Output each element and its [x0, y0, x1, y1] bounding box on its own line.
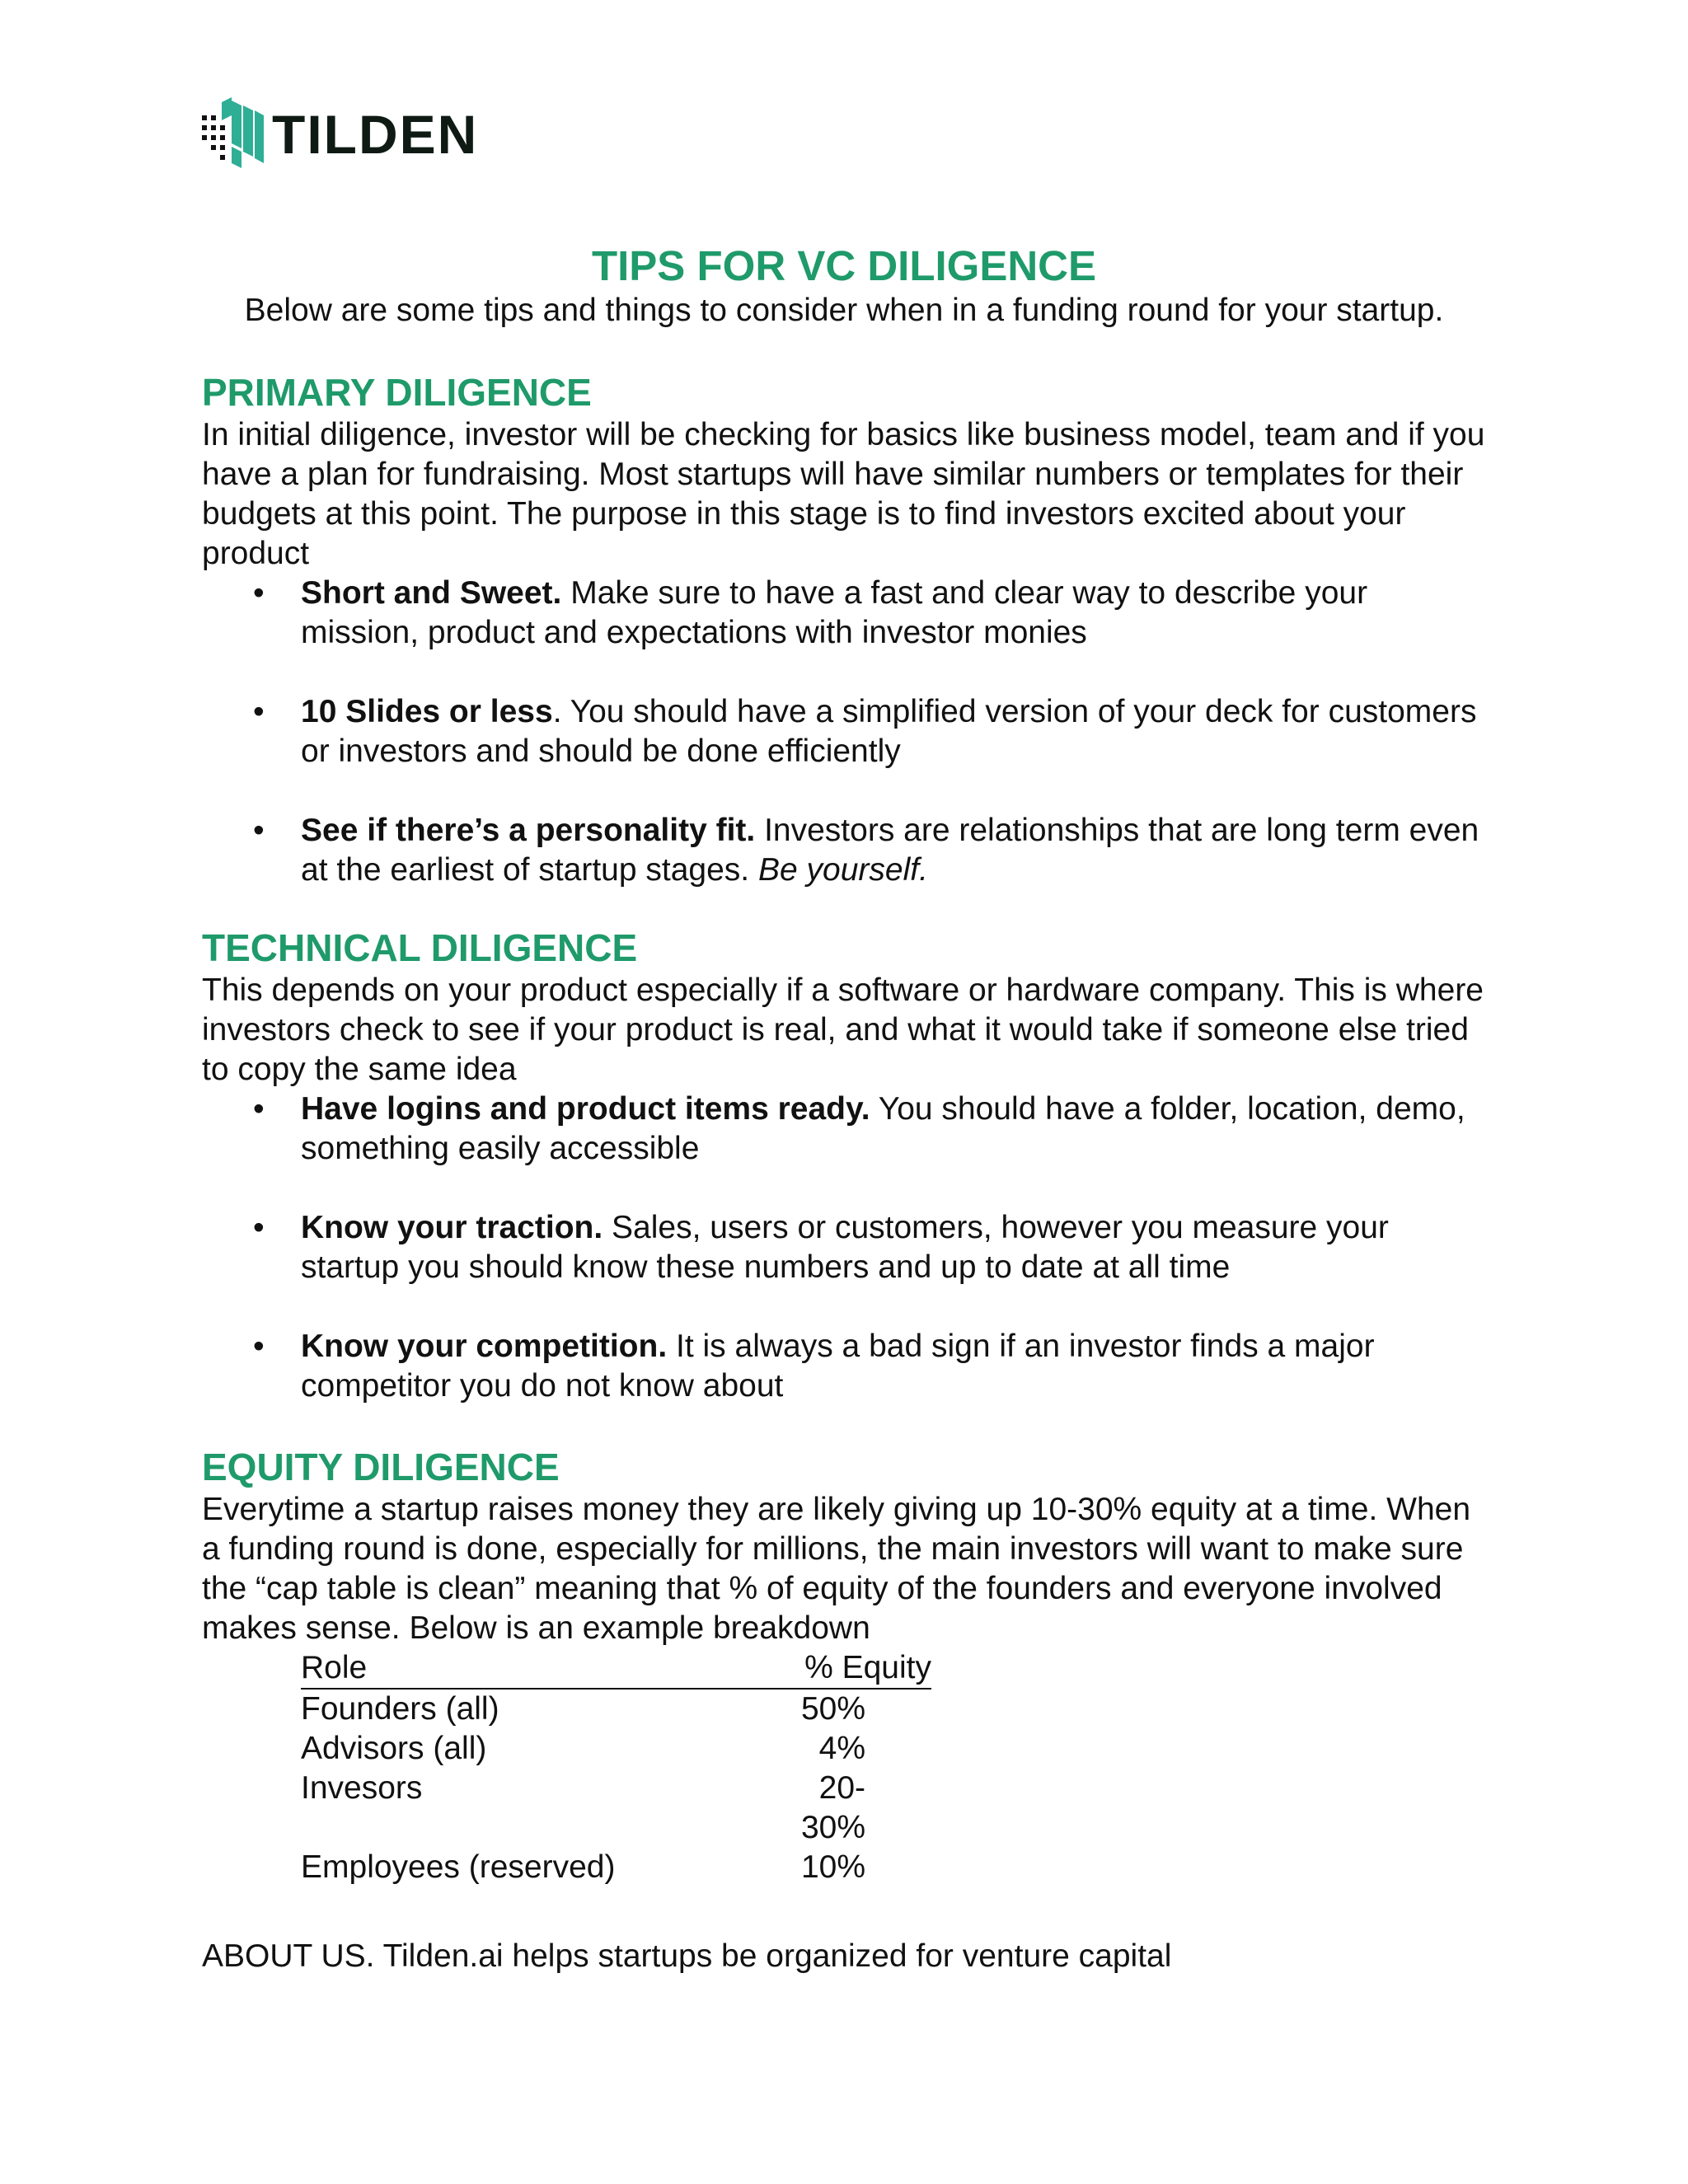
tip-lead: See if there’s a personality fit.	[301, 813, 756, 848]
bullet-icon: •	[253, 694, 265, 729]
primary-tips-list	[202, 574, 1488, 890]
tip-text: You should have a folder, location, demo, something easily accessible	[301, 1091, 1465, 1166]
bullet-icon: •	[253, 1329, 265, 1364]
page-title: TIPS FOR VC DILIGENCE	[591, 242, 1097, 289]
tip-text: Make sure to have a fast and clear way to describe your mission, product and expectations with investor monies	[301, 575, 1368, 650]
tip-text: Sales, users or customers, however you measure your startup you should know these numbers and up to date at all time	[301, 1210, 1389, 1285]
bullet-icon: •	[253, 813, 265, 848]
tilden-logo	[202, 97, 478, 171]
tip-lead: Know your competition.	[301, 1329, 668, 1364]
list-item	[202, 1090, 1488, 1169]
col-role-header: Role	[301, 1650, 368, 1685]
bullet-icon: •	[253, 1091, 265, 1127]
row-role: Advisors (all)	[301, 1731, 487, 1766]
row-equity: 10%	[800, 1849, 865, 1885]
row-role: Founders (all)	[301, 1691, 499, 1727]
brand-name: TILDEN	[272, 104, 479, 165]
table-row	[301, 1848, 931, 1887]
equity-body: Everytime a startup raises money they are likely giving up 10-30% equity at a time. When a funding round is done, especially for millions, the main investors will want to make sure the “cap table is clean” meaning that % of equity of the founders and everyone involved makes sense. Below is an example breakdown	[202, 1492, 1471, 1646]
tip-lead: Short and Sweet.	[301, 575, 562, 611]
equity-table	[301, 1648, 931, 1887]
table-row	[301, 1769, 931, 1848]
row-equity: 20-30%	[800, 1770, 865, 1845]
equity-heading: EQUITY DILIGENCE	[202, 1446, 560, 1488]
tip-lead: Have logins and product items ready.	[301, 1091, 870, 1127]
technical-section	[202, 925, 1488, 1406]
bullet-icon: •	[253, 575, 265, 611]
technical-body: This depends on your product especially if a software or hardware company. This is where investors check to see if your product is real, and what it would take if someone else tried to copy the same idea	[202, 972, 1484, 1087]
list-item	[202, 574, 1488, 653]
table-header	[301, 1648, 931, 1690]
tip-lead: Know your traction.	[301, 1210, 603, 1245]
page-subtitle: Below are some tips and things to consider when in a funding round for your startup.	[244, 293, 1444, 328]
primary-section	[202, 369, 1488, 890]
tip-lead: 10 Slides or less	[301, 694, 553, 729]
tip-italic: Be yourself.	[757, 852, 928, 888]
equity-section	[202, 1444, 1488, 1887]
row-role: Employees (reserved)	[301, 1849, 616, 1885]
primary-heading: PRIMARY DILIGENCE	[202, 371, 592, 414]
list-item	[202, 692, 1488, 771]
tilden-logo-icon	[202, 97, 264, 171]
about-us-text: ABOUT US. Tilden.ai helps startups be organized for venture capital	[202, 1938, 1172, 1974]
table-row	[301, 1690, 931, 1729]
technical-tips-list	[202, 1090, 1488, 1406]
list-item	[202, 1208, 1488, 1287]
list-item	[202, 811, 1488, 890]
col-equity-header: % Equity	[804, 1650, 931, 1685]
tip-text: Investors are relationships that are long term even at the earliest of startup stages.	[301, 813, 1479, 888]
tip-text: It is always a bad sign if an investor finds a major competitor you do not know about	[301, 1329, 1375, 1404]
list-item	[202, 1327, 1488, 1406]
bullet-icon: •	[253, 1210, 265, 1245]
row-equity: 50%	[800, 1691, 865, 1727]
technical-heading: TECHNICAL DILIGENCE	[202, 926, 638, 969]
tip-text: . You should have a simplified version of your deck for customers or investors and should be done efficiently	[301, 694, 1477, 769]
row-role: Invesors	[301, 1770, 423, 1806]
table-row	[301, 1729, 931, 1769]
primary-body: In initial diligence, investor will be checking for basics like business model, team and if you have a plan for fundraising. Most startups will have similar numbers or templates for their budgets at this point. The purpose in this stage is to find investors excited about your product	[202, 417, 1485, 571]
row-equity: 4%	[818, 1731, 865, 1766]
